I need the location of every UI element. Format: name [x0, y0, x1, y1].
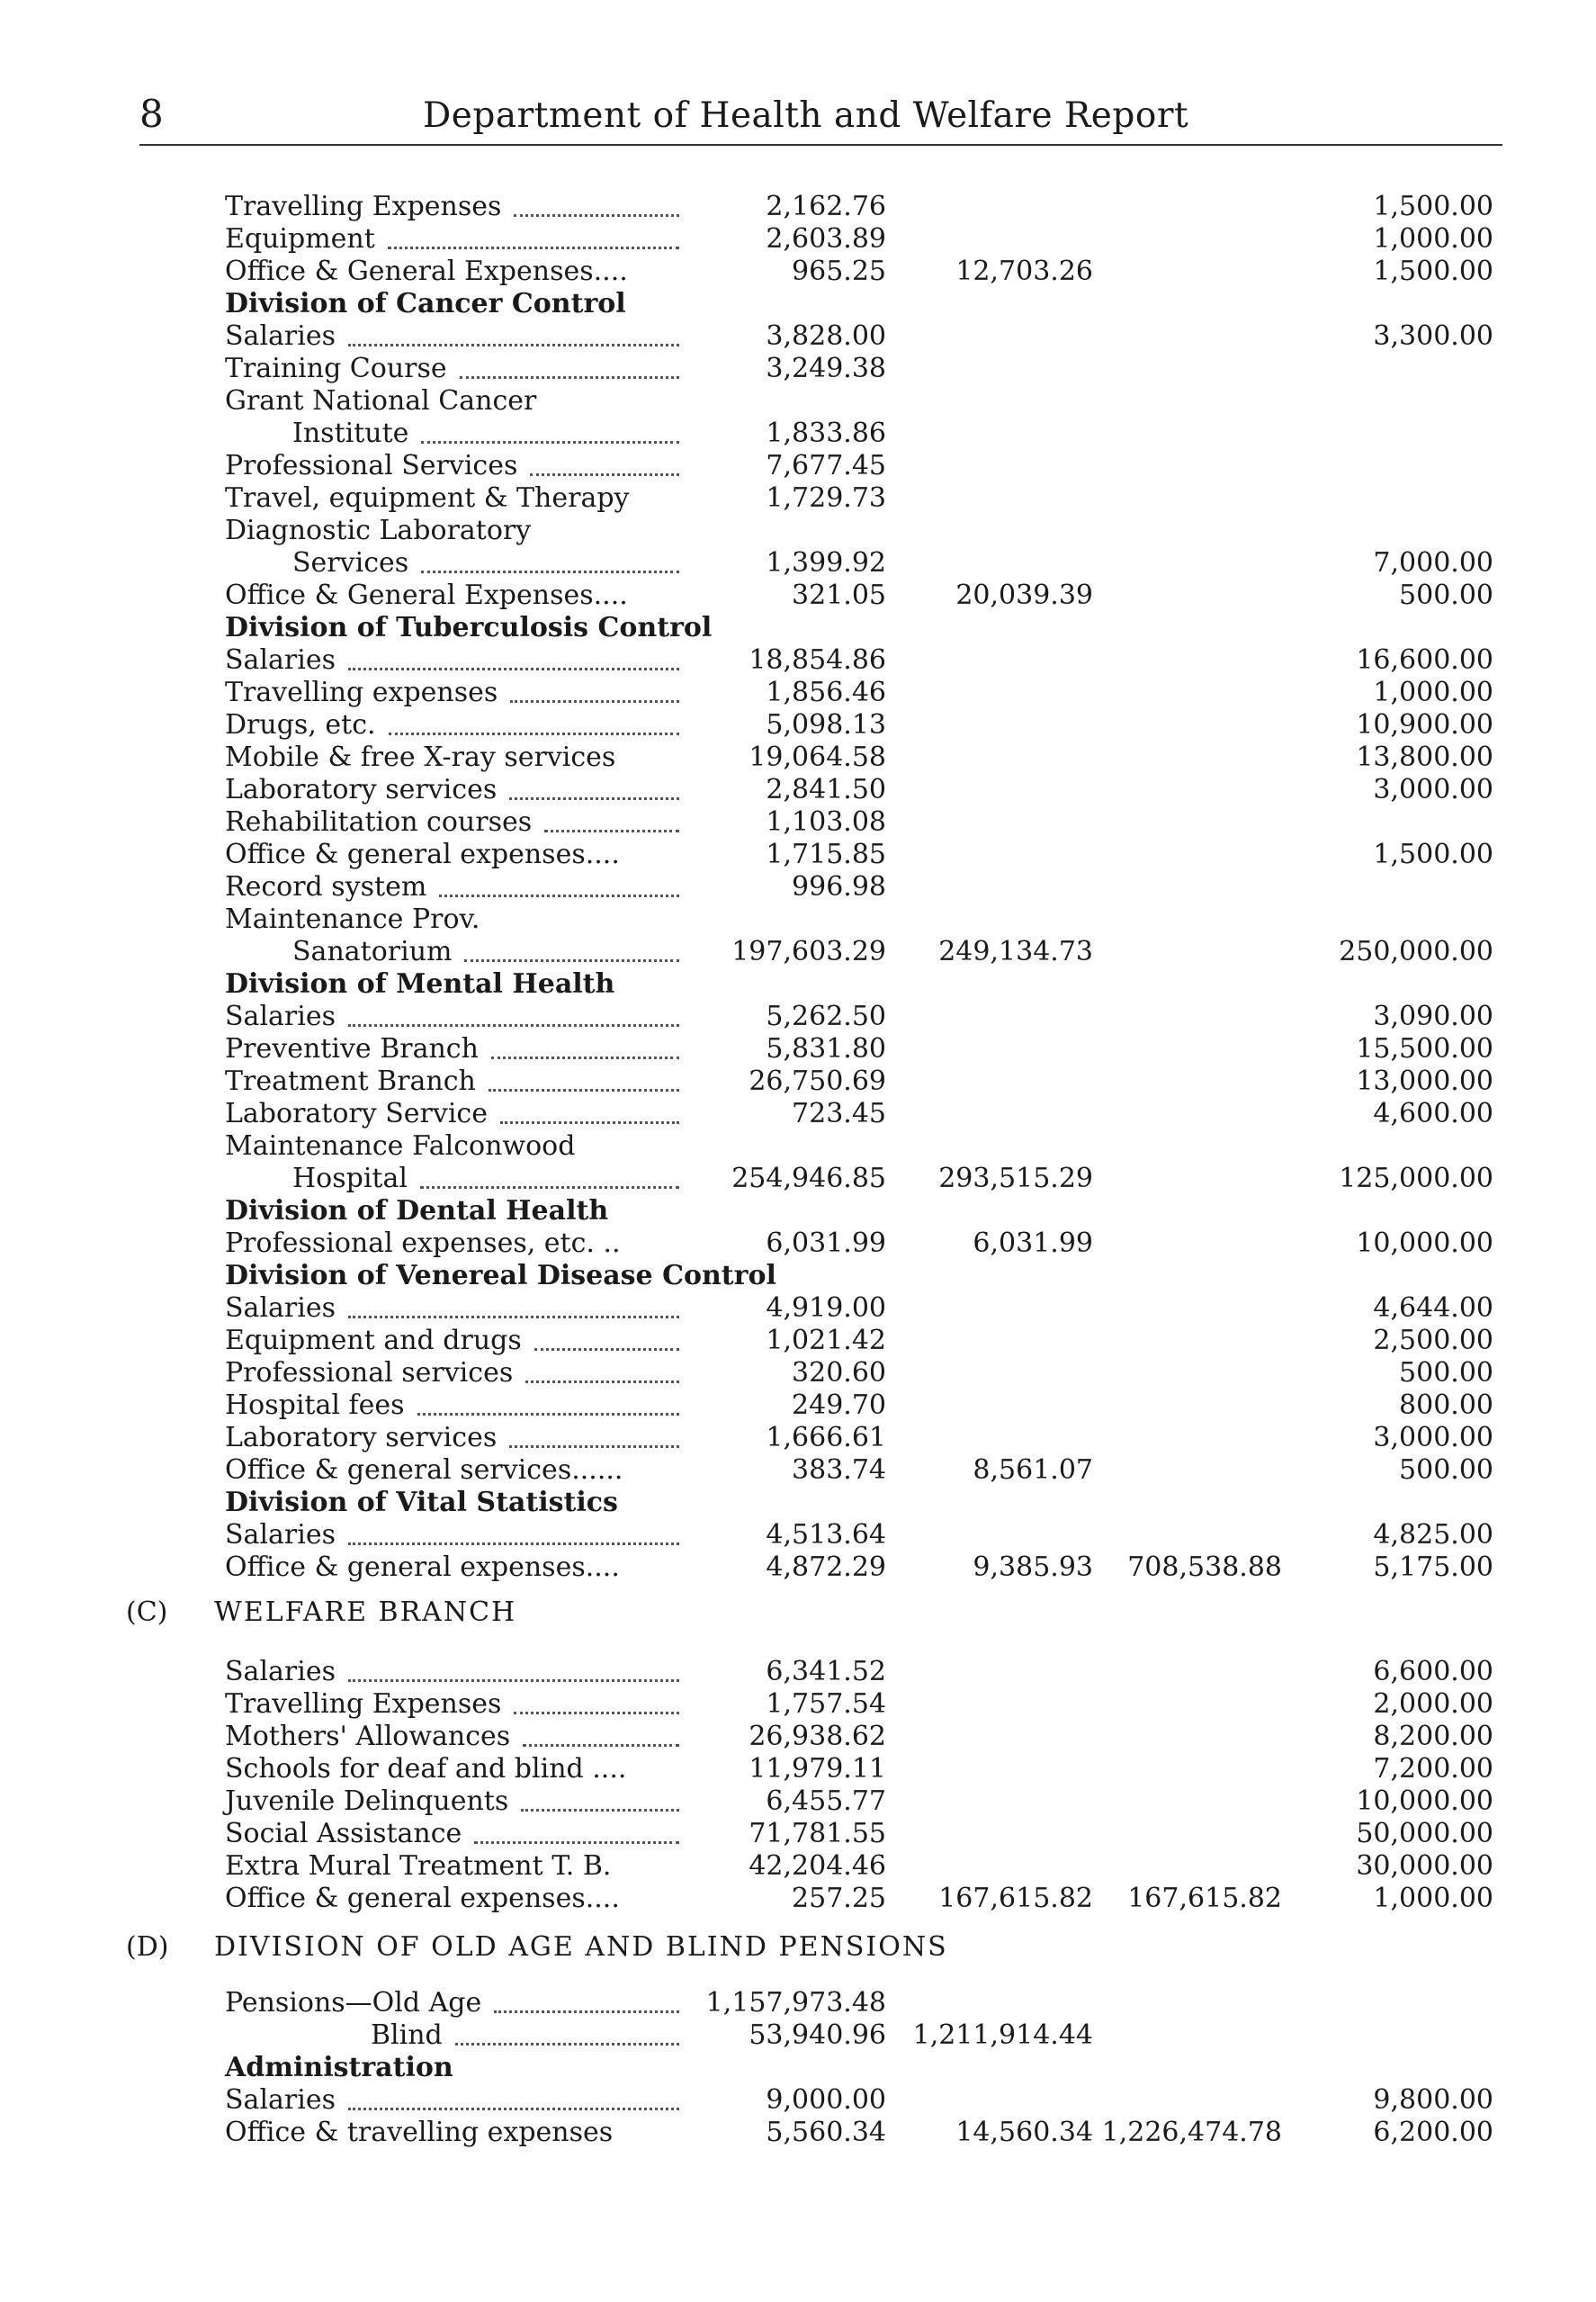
amount-c2: 249,134.73 [938, 936, 1093, 967]
leader-dots [417, 1413, 679, 1416]
row-label: Laboratory services [225, 774, 498, 805]
table-row [0, 806, 1596, 839]
leader-dots [348, 1316, 679, 1318]
amount-c1: 2,162.76 [766, 191, 886, 222]
amount-c4: 7,000.00 [1373, 547, 1493, 579]
amount-c1: 249.70 [792, 1389, 886, 1421]
table-row [0, 1001, 1596, 1033]
row-label: Mobile & free X-ray services [225, 742, 616, 773]
amount-c4: 3,300.00 [1373, 320, 1493, 352]
table-row [0, 936, 1596, 968]
row-label: Office & general expenses.... [225, 1883, 620, 1914]
table-row [0, 1551, 1596, 1584]
amount-c4: 4,644.00 [1373, 1292, 1493, 1324]
amount-c1: 5,831.80 [766, 1033, 886, 1065]
row-label: Preventive Branch [225, 1033, 479, 1065]
amount-c1: 53,940.96 [749, 2019, 886, 2051]
row-label: Travelling expenses [225, 677, 498, 708]
leader-dots [521, 1809, 679, 1812]
amount-c1: 965.25 [792, 256, 886, 287]
amount-c1: 3,249.38 [766, 353, 886, 384]
division-heading-row [0, 1195, 1596, 1227]
leader-dots [348, 344, 679, 346]
amount-c1: 5,098.13 [766, 709, 886, 741]
amount-c4: 500.00 [1399, 580, 1493, 611]
row-label: Services [292, 547, 409, 579]
amount-c1: 1,157,973.48 [705, 1987, 886, 2019]
table-row [0, 1389, 1596, 1422]
leader-dots [509, 797, 679, 800]
row-label: Salaries [225, 320, 336, 352]
amount-c1: 254,946.85 [731, 1163, 886, 1194]
section-letter: (C) [126, 1596, 168, 1628]
page-number: 8 [139, 92, 164, 136]
row-label: Professional expenses, etc. .. [225, 1227, 621, 1259]
row-label: Laboratory Service [225, 1098, 488, 1129]
amount-c4: 10,000.00 [1356, 1227, 1493, 1259]
table-row [0, 1066, 1596, 1098]
amount-c1: 1,666.61 [766, 1422, 886, 1453]
table-row [0, 871, 1596, 904]
table-row [0, 709, 1596, 742]
amount-c1: 5,262.50 [766, 1001, 886, 1032]
amount-c1: 257.25 [792, 1883, 886, 1914]
row-label: Salaries [225, 644, 336, 676]
division-heading-row [0, 1260, 1596, 1292]
amount-c1: 320.60 [792, 1357, 886, 1389]
table-row [0, 2084, 1596, 2117]
amount-c1: 6,455.77 [766, 1785, 886, 1817]
amount-c4: 4,600.00 [1373, 1098, 1493, 1129]
amount-c1: 5,560.34 [766, 2117, 886, 2148]
amount-c4: 1,000.00 [1373, 677, 1493, 708]
amount-c1: 3,828.00 [766, 320, 886, 352]
leader-dots [509, 1445, 679, 1448]
row-label: Diagnostic Laboratory [225, 515, 532, 546]
table-row [0, 1987, 1596, 2019]
leader-dots [388, 247, 679, 249]
division-heading-row [0, 2052, 1596, 2084]
amount-c4: 500.00 [1399, 1454, 1493, 1486]
leader-dots [464, 959, 679, 962]
amount-c3: 708,538.88 [1127, 1551, 1282, 1583]
row-label: Record system [225, 871, 427, 903]
amount-c1: 7,677.45 [766, 450, 886, 481]
amount-c4: 10,000.00 [1356, 1785, 1493, 1817]
row-label: Rehabilitation courses [225, 806, 533, 838]
division-heading-row [0, 1487, 1596, 1519]
amount-c1: 6,341.52 [766, 1656, 886, 1687]
row-label: Blind [371, 2019, 443, 2051]
table-row [0, 1163, 1596, 1195]
row-label: Treatment Branch [225, 1066, 476, 1097]
division-title: Division of Dental Health [225, 1195, 609, 1227]
amount-c4: 1,000.00 [1373, 1883, 1493, 1914]
row-label: Office & general expenses.... [225, 839, 620, 870]
table-row [0, 320, 1596, 353]
amount-c1: 1,103.08 [766, 806, 886, 838]
amount-c4: 2,500.00 [1373, 1325, 1493, 1356]
table-row [0, 904, 1596, 936]
row-label: Travelling Expenses [225, 191, 502, 222]
table-row [0, 547, 1596, 580]
amount-c1: 4,872.29 [766, 1551, 886, 1583]
amount-c4: 3,090.00 [1373, 1001, 1493, 1032]
amount-c1: 71,781.55 [749, 1818, 886, 1849]
leader-dots [489, 1089, 679, 1092]
amount-c1: 1,021.42 [766, 1325, 886, 1356]
division-title: Division of Cancer Control [225, 288, 626, 319]
row-label: Salaries [225, 1656, 336, 1687]
table-row [0, 1292, 1596, 1325]
table-row [0, 2117, 1596, 2149]
table-row [0, 256, 1596, 288]
row-label: Training Course [225, 353, 447, 384]
amount-c1: 1,856.46 [766, 677, 886, 708]
leader-dots [510, 700, 679, 703]
section-letter: (D) [126, 1931, 169, 1963]
row-label: Salaries [225, 1292, 336, 1324]
table-row [0, 1656, 1596, 1688]
amount-c1: 2,841.50 [766, 774, 886, 805]
amount-c1: 1,399.92 [766, 547, 886, 579]
table-row [0, 1850, 1596, 1883]
table-row [0, 385, 1596, 418]
amount-c4: 16,600.00 [1356, 644, 1493, 676]
leader-dots [421, 571, 679, 573]
amount-c4: 5,175.00 [1373, 1551, 1493, 1583]
division-title: Division of Vital Statistics [225, 1487, 618, 1518]
amount-c4: 4,825.00 [1373, 1519, 1493, 1551]
row-label: Grant National Cancer [225, 385, 537, 417]
table-row [0, 839, 1596, 871]
table-row [0, 1519, 1596, 1551]
row-label: Salaries [225, 1519, 336, 1551]
division-title: Administration [225, 2052, 453, 2083]
amount-c2: 14,560.34 [955, 2117, 1093, 2148]
amount-c1: 197,603.29 [731, 936, 886, 967]
amount-c1: 1,757.54 [766, 1688, 886, 1720]
table-row [0, 1818, 1596, 1850]
row-label: Hospital [292, 1163, 408, 1194]
leader-dots [348, 2108, 679, 2110]
amount-c1: 996.98 [792, 871, 886, 903]
report-title: Department of Health and Welfare Report [423, 95, 1189, 136]
amount-c4: 6,600.00 [1373, 1656, 1493, 1687]
row-label: Drugs, etc. [225, 709, 376, 741]
table-row [0, 1325, 1596, 1357]
section-heading-row [0, 1931, 1596, 1964]
section-title: DIVISION OF OLD AGE AND BLIND PENSIONS [214, 1931, 948, 1963]
table-row [0, 482, 1596, 515]
amount-c3: 167,615.82 [1127, 1883, 1282, 1914]
amount-c1: 26,938.62 [749, 1721, 886, 1752]
table-row [0, 677, 1596, 709]
amount-c1: 9,000.00 [766, 2084, 886, 2116]
leader-dots [514, 1712, 679, 1714]
division-heading-row [0, 968, 1596, 1001]
row-label: Office & General Expenses.... [225, 256, 628, 287]
table-row [0, 1033, 1596, 1066]
amount-c4: 2,000.00 [1373, 1688, 1493, 1720]
amount-c4: 8,200.00 [1373, 1721, 1493, 1752]
table-row [0, 191, 1596, 223]
leader-dots [514, 214, 679, 217]
leader-dots [544, 830, 679, 832]
amount-c4: 7,200.00 [1373, 1753, 1493, 1785]
table-row [0, 644, 1596, 677]
table-row [0, 223, 1596, 256]
row-label: Pensions—Old Age [225, 1987, 482, 2019]
row-label: Social Assistance [225, 1818, 462, 1849]
row-label: Salaries [225, 1001, 336, 1032]
row-label: Equipment and drugs [225, 1325, 522, 1356]
division-title: Division of Venereal Disease Control [225, 1260, 776, 1291]
table-row [0, 742, 1596, 774]
amount-c4: 1,000.00 [1373, 223, 1493, 255]
table-row [0, 2019, 1596, 2052]
amount-c2: 167,615.82 [938, 1883, 1093, 1914]
amount-c4: 1,500.00 [1373, 839, 1493, 870]
table-row [0, 580, 1596, 612]
amount-c1: 42,204.46 [749, 1850, 886, 1882]
table-row [0, 774, 1596, 806]
row-label: Extra Mural Treatment T. B. [225, 1850, 612, 1882]
row-label: Schools for deaf and blind .... [225, 1753, 627, 1785]
amount-c2: 1,211,914.44 [912, 2019, 1093, 2051]
row-label: Office & General Expenses.... [225, 580, 628, 611]
row-label: Hospital fees [225, 1389, 405, 1421]
amount-c4: 1,500.00 [1373, 256, 1493, 287]
leader-dots [389, 733, 679, 735]
division-heading-row [0, 288, 1596, 320]
leader-dots [500, 1121, 679, 1124]
leader-dots [523, 1744, 679, 1747]
amount-c2: 8,561.07 [973, 1454, 1093, 1486]
amount-c1: 1,833.86 [766, 418, 886, 449]
amount-c1: 2,603.89 [766, 223, 886, 255]
leader-dots [455, 2043, 679, 2046]
table-row [0, 1227, 1596, 1260]
amount-c3: 1,226,474.78 [1101, 2117, 1282, 2148]
leader-dots [421, 441, 679, 444]
row-label: Laboratory services [225, 1422, 498, 1453]
row-label: Mothers' Allowances [225, 1721, 511, 1752]
row-label: Travel, equipment & Therapy [225, 482, 630, 514]
table-row [0, 1688, 1596, 1721]
row-label: Office & general expenses.... [225, 1551, 620, 1583]
table-row [0, 1721, 1596, 1753]
amount-c1: 723.45 [792, 1098, 886, 1129]
leader-dots [474, 1841, 679, 1844]
leader-dots [348, 668, 679, 670]
table-row [0, 1098, 1596, 1130]
table-row [0, 353, 1596, 385]
row-label: Professional Services [225, 450, 518, 481]
amount-c4: 125,000.00 [1339, 1163, 1493, 1194]
amount-c1: 11,979.11 [749, 1753, 886, 1785]
amount-c4: 15,500.00 [1356, 1033, 1493, 1065]
amount-c2: 9,385.93 [973, 1551, 1093, 1583]
amount-c4: 6,200.00 [1373, 2117, 1493, 2148]
row-label: Professional services [225, 1357, 514, 1389]
row-label: Salaries [225, 2084, 336, 2116]
leader-dots [420, 1186, 679, 1189]
table-row [0, 450, 1596, 482]
amount-c2: 20,039.39 [955, 580, 1093, 611]
amount-c2: 293,515.29 [938, 1163, 1093, 1194]
amount-c1: 6,031.99 [766, 1227, 886, 1259]
leader-dots [534, 1348, 679, 1351]
row-label: Institute [292, 418, 409, 449]
amount-c4: 13,800.00 [1356, 742, 1493, 773]
table-row [0, 515, 1596, 547]
table-row [0, 1454, 1596, 1487]
amount-c1: 1,715.85 [766, 839, 886, 870]
amount-c1: 1,729.73 [766, 482, 886, 514]
leader-dots [525, 1380, 679, 1383]
leader-dots [348, 1679, 679, 1682]
amount-c4: 500.00 [1399, 1357, 1493, 1389]
leader-dots [494, 2010, 679, 2013]
row-label: Travelling Expenses [225, 1688, 502, 1720]
amount-c4: 10,900.00 [1356, 709, 1493, 741]
leader-dots [439, 895, 679, 897]
table-row [0, 1785, 1596, 1818]
table-row [0, 1883, 1596, 1915]
division-title: Division of Tuberculosis Control [225, 612, 713, 643]
row-label: Office & general services...... [225, 1454, 623, 1486]
leader-dots [491, 1057, 679, 1059]
table-row [0, 1130, 1596, 1163]
amount-c4: 9,800.00 [1373, 2084, 1493, 2116]
row-label: Maintenance Falconwood [225, 1130, 576, 1162]
leader-dots [348, 1024, 679, 1027]
row-label: Equipment [225, 223, 375, 255]
amount-c2: 12,703.26 [955, 256, 1093, 287]
row-label: Maintenance Prov. [225, 904, 480, 935]
leader-dots [460, 376, 679, 379]
amount-c2: 6,031.99 [973, 1227, 1093, 1259]
amount-c1: 19,064.58 [749, 742, 886, 773]
table-row [0, 1357, 1596, 1389]
amount-c1: 4,919.00 [766, 1292, 886, 1324]
row-label: Sanatorium [292, 936, 453, 967]
table-row [0, 1422, 1596, 1454]
amount-c4: 1,500.00 [1373, 191, 1493, 222]
section-title: WELFARE BRANCH [214, 1596, 517, 1628]
row-label: Juvenile Delinquents [225, 1785, 509, 1817]
leader-dots [348, 1542, 679, 1545]
amount-c1: 4,513.64 [766, 1519, 886, 1551]
amount-c4: 800.00 [1399, 1389, 1493, 1421]
amount-c4: 50,000.00 [1356, 1818, 1493, 1849]
amount-c4: 13,000.00 [1356, 1066, 1493, 1097]
amount-c1: 321.05 [792, 580, 886, 611]
row-label: Office & travelling expenses [225, 2117, 614, 2148]
leader-dots [530, 473, 679, 476]
amount-c4: 250,000.00 [1339, 936, 1493, 967]
division-heading-row [0, 612, 1596, 644]
amount-c4: 3,000.00 [1373, 1422, 1493, 1453]
section-heading-row [0, 1596, 1596, 1629]
table-row [0, 418, 1596, 450]
amount-c1: 383.74 [792, 1454, 886, 1486]
amount-c1: 26,750.69 [749, 1066, 886, 1097]
amount-c4: 3,000.00 [1373, 774, 1493, 805]
amount-c4: 30,000.00 [1356, 1850, 1493, 1882]
amount-c1: 18,854.86 [749, 644, 886, 676]
division-title: Division of Mental Health [225, 968, 615, 1000]
table-row [0, 1753, 1596, 1785]
